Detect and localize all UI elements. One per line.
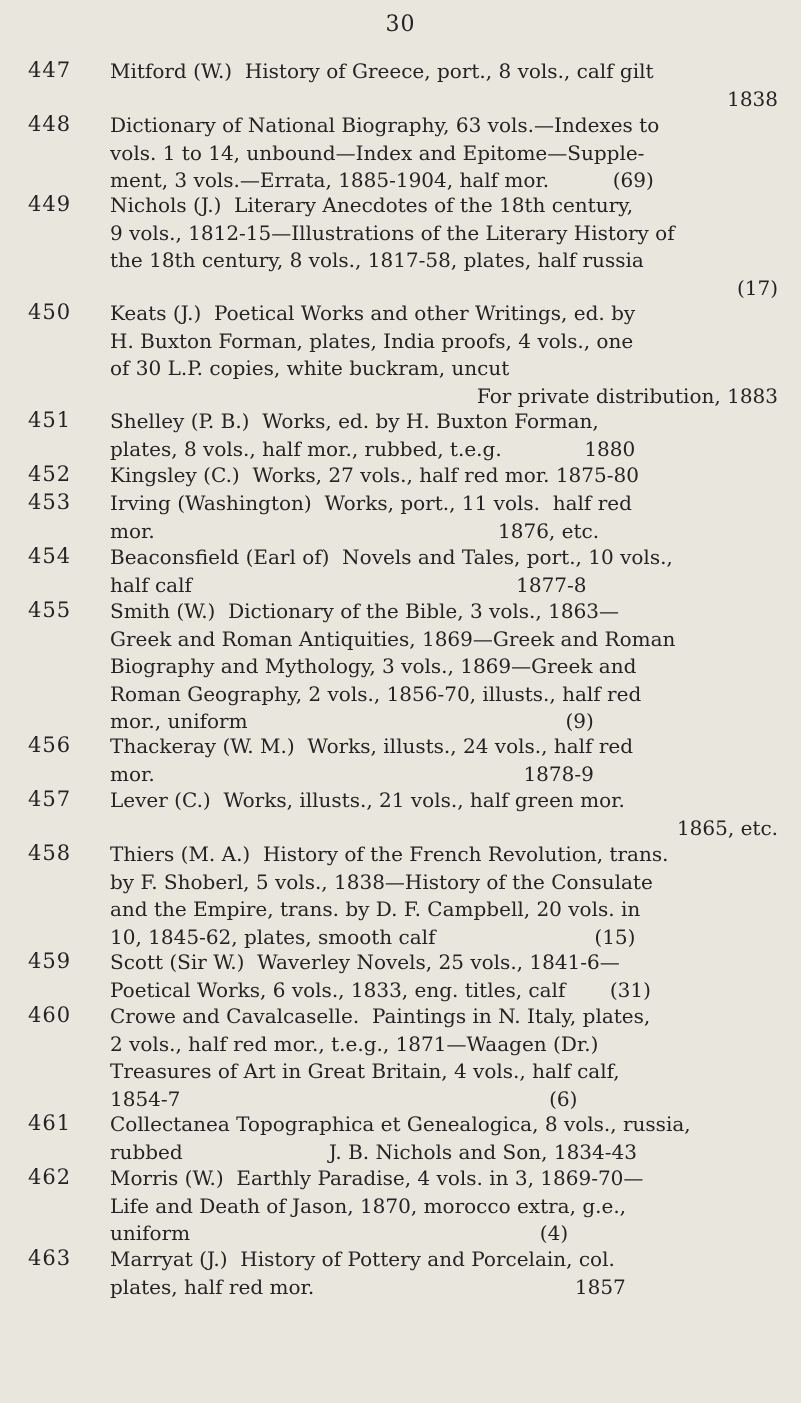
lot-number: 451 xyxy=(28,408,72,432)
lot-line: Crowe and Cavalcaselle. Paintings in N. Italy, plates, xyxy=(110,1004,651,1028)
lot-line: the 18th century, 8 vols., 1817-58, plates, half russia xyxy=(110,248,644,272)
page-number: 30 xyxy=(385,12,416,37)
lot-description xyxy=(110,544,778,599)
lot-line: 10, 1845-62, plates, smooth calf (15) xyxy=(110,924,636,949)
lot-number: 448 xyxy=(28,112,72,136)
lot-line: Life and Death of Jason, 1870, morocco extra, g.e., xyxy=(110,1193,627,1218)
lot-description xyxy=(110,841,778,951)
lot-line: mor., uniform (9) xyxy=(110,709,594,733)
lot-description xyxy=(110,192,778,302)
lot-line: Shelley (P. B.) Works, ed. by H. Buxton Forman, xyxy=(110,409,599,433)
lot-number: 463 xyxy=(28,1246,72,1270)
lot-line: Dictionary of National Biography, 63 vols.—Indexes to xyxy=(110,113,660,137)
lot-line: vols. 1 to 14, unbound—Index and Epitome—Supple- xyxy=(110,140,645,165)
lot-line: H. Buxton Forman, plates, India proofs, 4 vols., one xyxy=(110,328,634,353)
lot-line: by F. Shoberl, 5 vols., 1838—History of the Consulate xyxy=(110,869,653,894)
lot-line: and the Empire, trans. by D. F. Campbell, 20 vols. in xyxy=(110,897,641,921)
lot-line: For private distribution, 1883 xyxy=(476,383,778,408)
lot-line: Poetical Works, 6 vols., 1833, eng. titles, calf (31) xyxy=(110,977,651,1002)
lot-line: Beaconsfield (Earl of) Novels and Tales, port., 10 vols., xyxy=(110,545,673,569)
lot-line: Irving (Washington) Works, port., 11 vols. half red xyxy=(110,491,632,515)
lot-number: 452 xyxy=(28,462,72,486)
lot-line: 1854-7 (6) xyxy=(110,1086,578,1111)
lot-number: 461 xyxy=(28,1111,72,1135)
lot-number: 457 xyxy=(28,787,72,811)
lot-line: rubbed J. B. Nichols and Son, 1834-43 xyxy=(110,1139,637,1164)
lot-line: half calf 1877-8 xyxy=(110,572,587,597)
lot-line: Morris (W.) Earthly Paradise, 4 vols. in 3, 1869-70— xyxy=(110,1166,644,1190)
lot-number: 447 xyxy=(28,58,72,82)
lot-line: Treasures of Art in Great Britain, 4 vols., half calf, xyxy=(110,1059,620,1083)
lot-number: 450 xyxy=(28,300,72,324)
lot-description xyxy=(110,112,778,195)
lot-description xyxy=(110,949,778,1004)
lot-line: Greek and Roman Antiquities, 1869—Greek and Roman xyxy=(110,626,676,651)
lot-description xyxy=(110,408,778,463)
lot-line: (17) xyxy=(736,275,778,300)
lot-description xyxy=(110,598,778,736)
lot-description xyxy=(110,787,778,842)
lot-number: 453 xyxy=(28,490,72,514)
lot-line: Biography and Mythology, 3 vols., 1869—Greek and xyxy=(110,654,637,678)
lot-line: Scott (Sir W.) Waverley Novels, 25 vols., 1841-6— xyxy=(110,950,620,974)
lot-number: 458 xyxy=(28,841,72,865)
lot-line: Collectanea Topographica et Genealogica, 8 vols., russia, xyxy=(110,1112,691,1136)
lot-description xyxy=(110,1246,778,1301)
lot-number: 462 xyxy=(28,1165,72,1189)
lot-line: Nichols (J.) Literary Anecdotes of the 18th century, xyxy=(110,193,634,217)
lot-description xyxy=(110,462,778,490)
lot-description xyxy=(110,1165,778,1248)
lot-line: ment, 3 vols.—Errata, 1885-1904, half mor. (69) xyxy=(110,168,654,192)
lot-line: of 30 L.P. copies, white buckram, uncut xyxy=(110,356,510,380)
lot-line: uniform (4) xyxy=(110,1221,569,1245)
lot-number: 459 xyxy=(28,949,72,973)
lot-line: mor. 1878-9 xyxy=(110,761,594,786)
lot-number: 460 xyxy=(28,1003,72,1027)
lot-description xyxy=(110,490,778,545)
lot-line: Kingsley (C.) Works, 27 vols., half red mor. 1875-80 xyxy=(110,463,639,487)
lot-description xyxy=(110,300,778,410)
lot-line: Marryat (J.) History of Pottery and Porcelain, col. xyxy=(110,1247,615,1271)
lot-line: mor. 1876, etc. xyxy=(110,518,600,543)
lot-number: 454 xyxy=(28,544,72,568)
lot-line: Lever (C.) Works, illusts., 21 vols., half green mor. xyxy=(110,788,625,812)
lot-line: Thiers (M. A.) History of the French Revolution, trans. xyxy=(110,842,669,866)
lot-line: 1838 xyxy=(727,86,778,111)
lot-line: plates, half red mor. 1857 xyxy=(110,1274,626,1299)
lot-description xyxy=(110,1111,778,1166)
lot-number: 455 xyxy=(28,598,72,622)
lot-line: Smith (W.) Dictionary of the Bible, 3 vols., 1863— xyxy=(110,599,620,623)
lot-number: 449 xyxy=(28,192,72,216)
lot-line: 1865, etc. xyxy=(676,815,778,840)
lot-description xyxy=(110,733,778,788)
lot-line: 9 vols., 1812-15—Illustrations of the Literary History of xyxy=(110,220,675,245)
lot-number: 456 xyxy=(28,733,72,757)
lot-description xyxy=(110,58,778,113)
lot-line: 2 vols., half red mor., t.e.g., 1871—Waagen (Dr.) xyxy=(110,1031,599,1056)
lot-line: plates, 8 vols., half mor., rubbed, t.e.g. 1880 xyxy=(110,436,636,461)
lot-line: Mitford (W.) History of Greece, port., 8 vols., calf gilt xyxy=(110,59,654,83)
lot-line: Keats (J.) Poetical Works and other Writings, ed. by xyxy=(110,301,636,325)
lot-line: Roman Geography, 2 vols., 1856-70, illusts., half red xyxy=(110,681,642,706)
lot-description xyxy=(110,1003,778,1113)
lot-line: Thackeray (W. M.) Works, illusts., 24 vols., half red xyxy=(110,734,634,758)
